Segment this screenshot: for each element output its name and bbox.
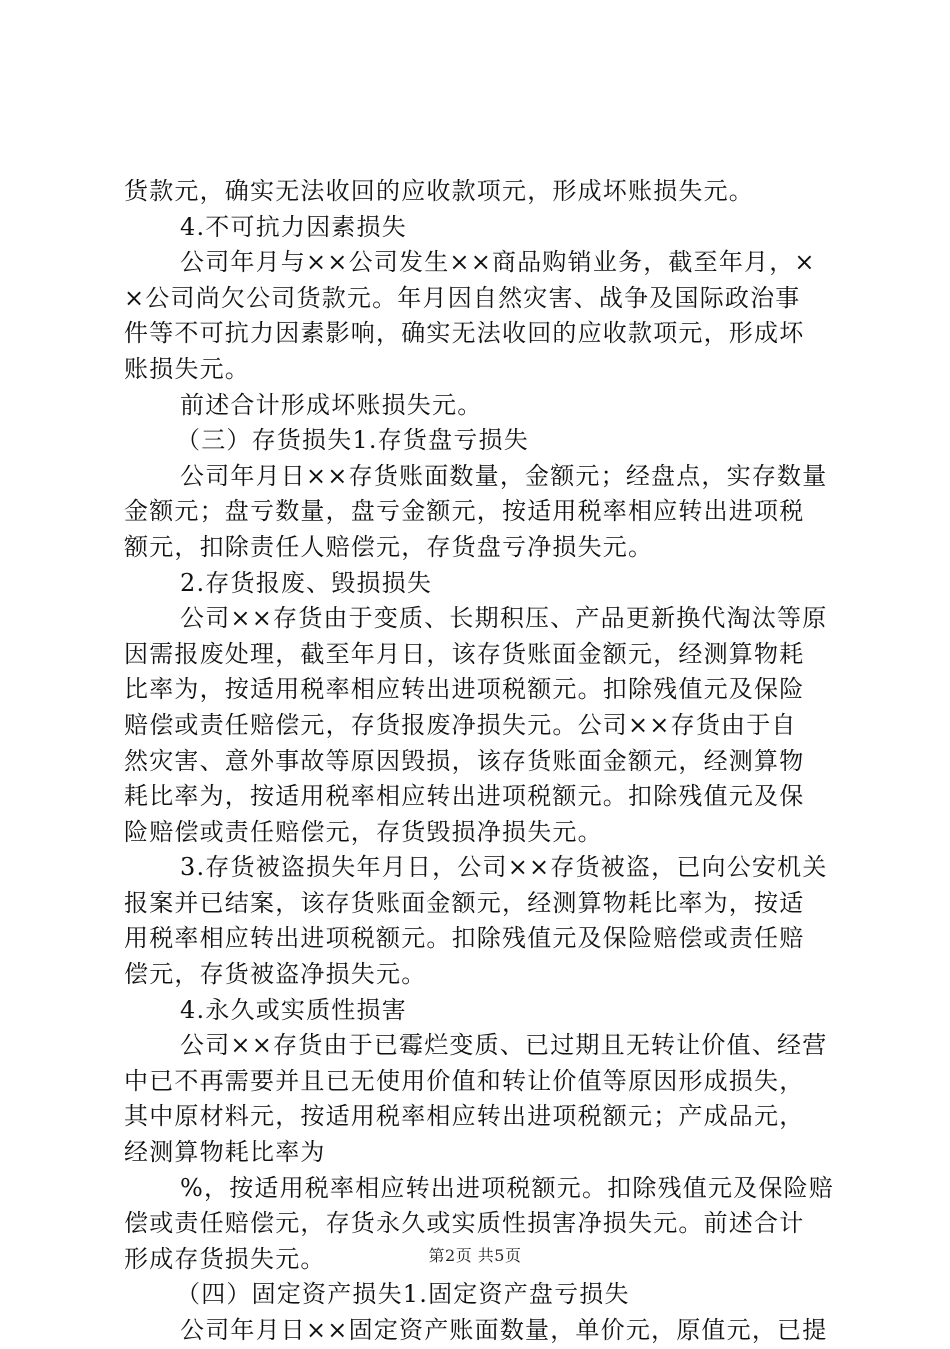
text-line: 因需报废处理，截至年月日，该存货账面金额元，经测算物耗 [124,639,805,668]
section-heading: 4.不可抗力因素损失 [180,212,407,241]
text-line: 额元，扣除责任人赔偿元，存货盘亏净损失元。 [124,532,654,561]
section-heading: （四）固定资产损失1.固定资产盘亏损失 [176,1280,630,1309]
section-heading: （三）存货损失1.存货盘亏损失 [176,426,529,455]
page-footer: 第2页 共5页 [428,1246,522,1265]
text-line: 3.存货被盗损失年月日，公司××存货被盗，已向公安机关 [180,853,828,882]
text-line: 金额元；盘亏数量，盘亏金额元，按适用税率相应转出进项税 [124,497,805,526]
section-heading: 4.永久或实质性损害 [180,995,407,1024]
text-line: 比率为，按适用税率相应转出进项税额元。扣除残值元及保险 [124,675,805,704]
text-line: 险赔偿或责任赔偿元，存货毁损净损失元。 [124,817,603,846]
text-line: 公司××存货由于已霉烂变质、已过期且无转让价值、经营 [180,1031,828,1060]
text-line: 偿元，存货被盗净损失元。 [124,960,427,989]
text-line: 账损失元。 [124,354,250,383]
text-line: 公司××存货由于变质、长期积压、产品更新换代淘汰等原 [180,604,828,633]
document-body [124,174,835,1349]
text-line: 其中原材料元，按适用税率相应转出进项税额元；产成品元， [124,1102,805,1131]
text-line: %，按适用税率相应转出进项税额元。扣除残值元及保险赔 [180,1173,835,1202]
text-line: 偿或责任赔偿元，存货永久或实质性损害净损失元。前述合计 [124,1209,805,1238]
text-line: ×公司尚欠公司货款元。年月因自然灾害、战争及国际政治事 [124,283,801,312]
text-line: 件等不可抗力因素影响，确实无法收回的应收款项元，形成坏 [124,319,805,348]
text-line: 形成存货损失元。 [124,1244,326,1273]
text-line: 中已不再需要并且已无使用价值和转让价值等原因形成损失， [124,1066,805,1095]
text-line: 货款元，确实无法收回的应收款项元，形成坏账损失元。 [124,177,754,205]
text-line: 公司年月日××固定资产账面数量，单价元，原值元，已提 [180,1316,828,1344]
text-line: 公司年月日××存货账面数量，金额元；经盘点，实存数量 [180,461,828,490]
text-line: 经测算物耗比率为 [124,1138,326,1167]
section-heading: 2.存货报废、毁损损失 [180,568,433,597]
text-line: 报案并已结案，该存货账面金额元，经测算物耗比率为，按适 [124,888,805,917]
text-line: 公司年月与××公司发生××商品购销业务，截至年月，× [180,248,816,277]
text-line: 然灾害、意外事故等原因毁损，该存货账面金额元，经测算物 [124,746,805,775]
text-line: 前述合计形成坏账损失元。 [180,390,483,419]
text-line: 赔偿或责任赔偿元，存货报废净损失元。公司××存货由于自 [124,710,797,739]
text-line: 用税率相应转出进项税额元。扣除残值元及保险赔偿或责任赔 [124,924,805,953]
text-line: 耗比率为，按适用税率相应转出进项税额元。扣除残值元及保 [124,782,805,811]
